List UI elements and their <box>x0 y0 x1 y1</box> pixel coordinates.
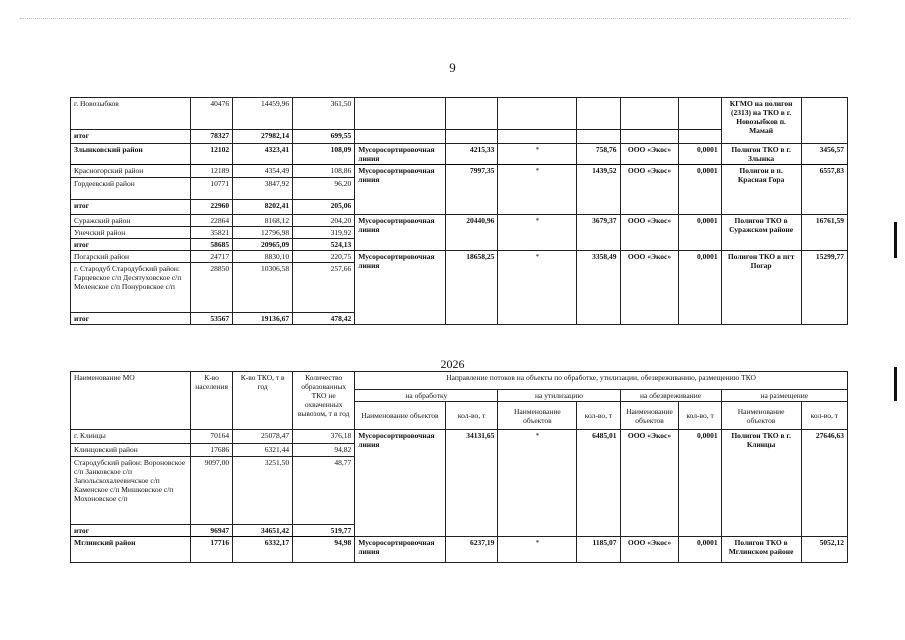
cell-obr-object: Мусоросортировочная линия <box>355 430 446 537</box>
cell-pop: 22864 <box>191 215 233 227</box>
header-tko: К-во ТКО, т в год <box>233 372 293 430</box>
cell-veh: 220,75 <box>293 251 355 263</box>
cell-obez-qty: 0,0001 <box>679 537 721 563</box>
waste-flow-table-2 <box>70 371 848 563</box>
cell-obr-object: Мусоросортировочная линия <box>355 165 446 215</box>
cell-veh: 376,18 <box>293 430 355 444</box>
cell-tko: 20965,09 <box>233 239 293 251</box>
cell-pop: 28850 <box>191 263 233 313</box>
cell-razm-qty: 6557,83 <box>801 165 847 215</box>
cell-tko: 3847,92 <box>233 178 293 200</box>
cell-mo: Погарский район <box>71 251 191 263</box>
cell-tko: 14459,96 <box>233 98 293 130</box>
cell-mo: г. Клинцы <box>71 430 191 444</box>
cell-util-object: * <box>498 251 577 325</box>
cell-empty <box>498 130 577 144</box>
cell-veh: 478,42 <box>293 313 355 325</box>
cell-veh: 205,06 <box>293 200 355 215</box>
cell-mo: Мглинский район <box>71 537 191 563</box>
cell-tko: 6332,17 <box>233 537 293 563</box>
cell-veh: 524,13 <box>293 239 355 251</box>
cell-obez-object: ООО «Экос» <box>620 537 679 563</box>
page-number: 9 <box>449 60 456 75</box>
cell-tko: 8202,41 <box>233 200 293 215</box>
cell-mo: итог <box>71 130 191 144</box>
cell-tko: 3251,50 <box>233 457 293 525</box>
cell-obez-object: ООО «Экос» <box>620 215 679 251</box>
cell-razm-qty: 3456,57 <box>801 144 847 165</box>
cell-util-qty: 1185,07 <box>577 537 620 563</box>
cell-mo: г. Новозыбков <box>71 98 191 130</box>
cell-razm-qty: 27646,63 <box>801 430 847 537</box>
cell-util-qty: 3679,37 <box>577 215 620 251</box>
cell-pop: 35821 <box>191 227 233 239</box>
cell-razm-qty: 15299,77 <box>801 251 847 325</box>
table-row <box>71 165 848 178</box>
cell-obr-qty: 7997,35 <box>445 165 498 215</box>
table-row <box>71 430 848 444</box>
cell-obr-qty: 34131,65 <box>445 430 498 537</box>
cell-util-object: * <box>498 430 577 537</box>
cell-pop: 12102 <box>191 144 233 165</box>
cell-obez-object: ООО «Экос» <box>620 165 679 215</box>
cell-obr-object: Мусоросортировочная линия <box>355 215 446 251</box>
cell-util-object: * <box>498 537 577 563</box>
cell-veh: 257,66 <box>293 263 355 313</box>
cell-pop: 9097,00 <box>191 457 233 525</box>
header-qty: кол-во, т <box>445 402 498 430</box>
cell-empty <box>620 130 679 144</box>
cell-veh: 96,20 <box>293 178 355 200</box>
cell-obr-object: Мусоросортировочная линия <box>355 144 446 165</box>
cell-veh: 94,98 <box>293 537 355 563</box>
cell-pop: 53567 <box>191 313 233 325</box>
table1-body <box>71 98 848 325</box>
cell-empty <box>620 98 679 130</box>
cell-mo: г. Стародуб Стародубский район: Гарцевское с/п Десятуховское с/п Меленское с/п Понуровское с/п <box>71 263 191 313</box>
header-directions: Направление потоков на объекты по обработке, утилизации, обезвреживанию, размещению ТКО <box>355 372 848 390</box>
cell-veh: 519,77 <box>293 525 355 537</box>
cell-empty <box>445 98 498 130</box>
cell-tko: 4323,41 <box>233 144 293 165</box>
header-pop: К-во населения <box>191 372 233 430</box>
cell-tko: 10306,58 <box>233 263 293 313</box>
cell-razm-object: Полигон в п. Красная Гора <box>721 165 801 215</box>
cell-empty <box>355 130 446 144</box>
cell-pop: 17716 <box>191 537 233 563</box>
cell-pop: 17686 <box>191 444 233 457</box>
header-qty: кол-во, т <box>577 402 620 430</box>
cell-empty <box>355 98 446 130</box>
cell-pop: 78327 <box>191 130 233 144</box>
cell-obez-object: ООО «Экос» <box>620 251 679 325</box>
cell-tko: 4354,49 <box>233 165 293 178</box>
cell-mo: Гордеевский район <box>71 178 191 200</box>
cell-pop: 58685 <box>191 239 233 251</box>
header-row <box>71 372 848 390</box>
cell-tko: 34651,42 <box>233 525 293 537</box>
cell-mo: итог <box>71 200 191 215</box>
cell-empty <box>679 130 721 144</box>
cell-pop: 96947 <box>191 525 233 537</box>
cell-veh: 108,09 <box>293 144 355 165</box>
table-row <box>71 215 848 227</box>
cell-empty <box>445 130 498 144</box>
cell-pop: 12189 <box>191 165 233 178</box>
header-qty: кол-во, т <box>679 402 721 430</box>
table-row <box>71 144 848 165</box>
cell-tko: 6321,44 <box>233 444 293 457</box>
cell-razm-object: Полигон ТКО в пгт Погар <box>721 251 801 325</box>
cell-tko: 12796,98 <box>233 227 293 239</box>
cell-util-qty: 758,76 <box>577 144 620 165</box>
header-obez: на обезвреживание <box>620 390 721 402</box>
header-obj: Наименование объектов <box>498 402 577 430</box>
header-qty: кол-во, т <box>801 402 847 430</box>
cell-obez-qty: 0,0001 <box>679 165 721 215</box>
cell-veh: 319,92 <box>293 227 355 239</box>
cell-tko: 8168,12 <box>233 215 293 227</box>
cell-empty <box>577 98 620 130</box>
cell-mo: Стародубский район: Вороновское с/п Занковское с/п Запольскохалеевичское с/п Каменское с/п Мишковское с/п Мохоновское с/п <box>71 457 191 525</box>
cell-mo: Злынковский район <box>71 144 191 165</box>
cell-empty <box>801 98 847 144</box>
cell-obr-qty: 20440,96 <box>445 215 498 251</box>
cell-tko: 19136,67 <box>233 313 293 325</box>
cell-razm-object: КГМО на полигон (2313) на ТКО в г. Новозыбков п. Мамай <box>721 98 801 144</box>
cell-empty <box>679 98 721 130</box>
cell-pop: 24717 <box>191 251 233 263</box>
cell-veh: 699,55 <box>293 130 355 144</box>
cell-obez-qty: 0,0001 <box>679 215 721 251</box>
cell-razm-object: Полигон ТКО в г. Злынка <box>721 144 801 165</box>
cell-veh: 108,86 <box>293 165 355 178</box>
table-row <box>71 537 848 563</box>
cell-tko: 27982,14 <box>233 130 293 144</box>
scan-header-artifact <box>20 18 850 20</box>
cell-veh: 361,50 <box>293 98 355 130</box>
cell-obr-qty: 18658,25 <box>445 251 498 325</box>
cell-empty <box>577 130 620 144</box>
waste-flow-table-1 <box>70 97 848 325</box>
cell-mo: итог <box>71 239 191 251</box>
cell-empty <box>498 98 577 130</box>
cell-obez-qty: 0,0001 <box>679 251 721 325</box>
table-row <box>71 251 848 263</box>
cell-mo: итог <box>71 525 191 537</box>
cell-mo: Унечский район <box>71 227 191 239</box>
cell-util-object: * <box>498 165 577 215</box>
cell-util-qty: 1439,52 <box>577 165 620 215</box>
cell-mo: итог <box>71 313 191 325</box>
header-obj: Наименование объектов <box>355 402 446 430</box>
cell-tko: 8830,10 <box>233 251 293 263</box>
header-mo: Наименование МО <box>71 372 191 430</box>
cell-util-qty: 3358,49 <box>577 251 620 325</box>
cell-obr-object: Мусоросортировочная линия <box>355 537 446 563</box>
cell-razm-qty: 16761,59 <box>801 215 847 251</box>
cell-mo: Клинцовский район <box>71 444 191 457</box>
cell-veh: 94,82 <box>293 444 355 457</box>
cell-pop: 40476 <box>191 98 233 130</box>
cell-util-qty: 6485,01 <box>577 430 620 537</box>
header-obr: на обработку <box>355 390 498 402</box>
cell-util-object: * <box>498 215 577 251</box>
cell-obez-qty: 0,0001 <box>679 430 721 537</box>
cell-veh: 204,20 <box>293 215 355 227</box>
header-obj: Наименование объектов <box>620 402 679 430</box>
cell-obez-qty: 0,0001 <box>679 144 721 165</box>
table-row <box>71 98 848 130</box>
cell-obez-object: ООО «Экос» <box>620 144 679 165</box>
year-heading: 2026 <box>440 357 465 371</box>
cell-razm-object: Полигон ТКО в г. Клинцы <box>721 430 801 537</box>
cell-mo: Красногорский район <box>71 165 191 178</box>
scan-edge-mark <box>894 367 897 401</box>
cell-obr-qty: 6237,19 <box>445 537 498 563</box>
cell-pop: 70164 <box>191 430 233 444</box>
cell-razm-object: Полигон ТКО в Мглинском районе <box>721 537 801 563</box>
cell-razm-qty: 5052,12 <box>801 537 847 563</box>
table2-body <box>71 372 848 563</box>
header-obj: Наименование объектов <box>721 402 801 430</box>
cell-util-object: * <box>498 144 577 165</box>
cell-obr-object: Мусоросортировочная линия <box>355 251 446 325</box>
cell-pop: 22960 <box>191 200 233 215</box>
cell-mo: Суражский район <box>71 215 191 227</box>
header-util: на утилизацию <box>498 390 620 402</box>
cell-tko: 25078,47 <box>233 430 293 444</box>
scan-edge-mark <box>894 222 897 258</box>
cell-pop: 10771 <box>191 178 233 200</box>
cell-razm-object: Полигон ТКО в Суражском районе <box>721 215 801 251</box>
cell-obez-object: ООО «Экос» <box>620 430 679 537</box>
header-razm: на размещение <box>721 390 847 402</box>
cell-obr-qty: 4215,33 <box>445 144 498 165</box>
cell-veh: 48,77 <box>293 457 355 525</box>
header-veh: Количество образованных ТКО не охваченных вывозом, т в год <box>293 372 355 430</box>
